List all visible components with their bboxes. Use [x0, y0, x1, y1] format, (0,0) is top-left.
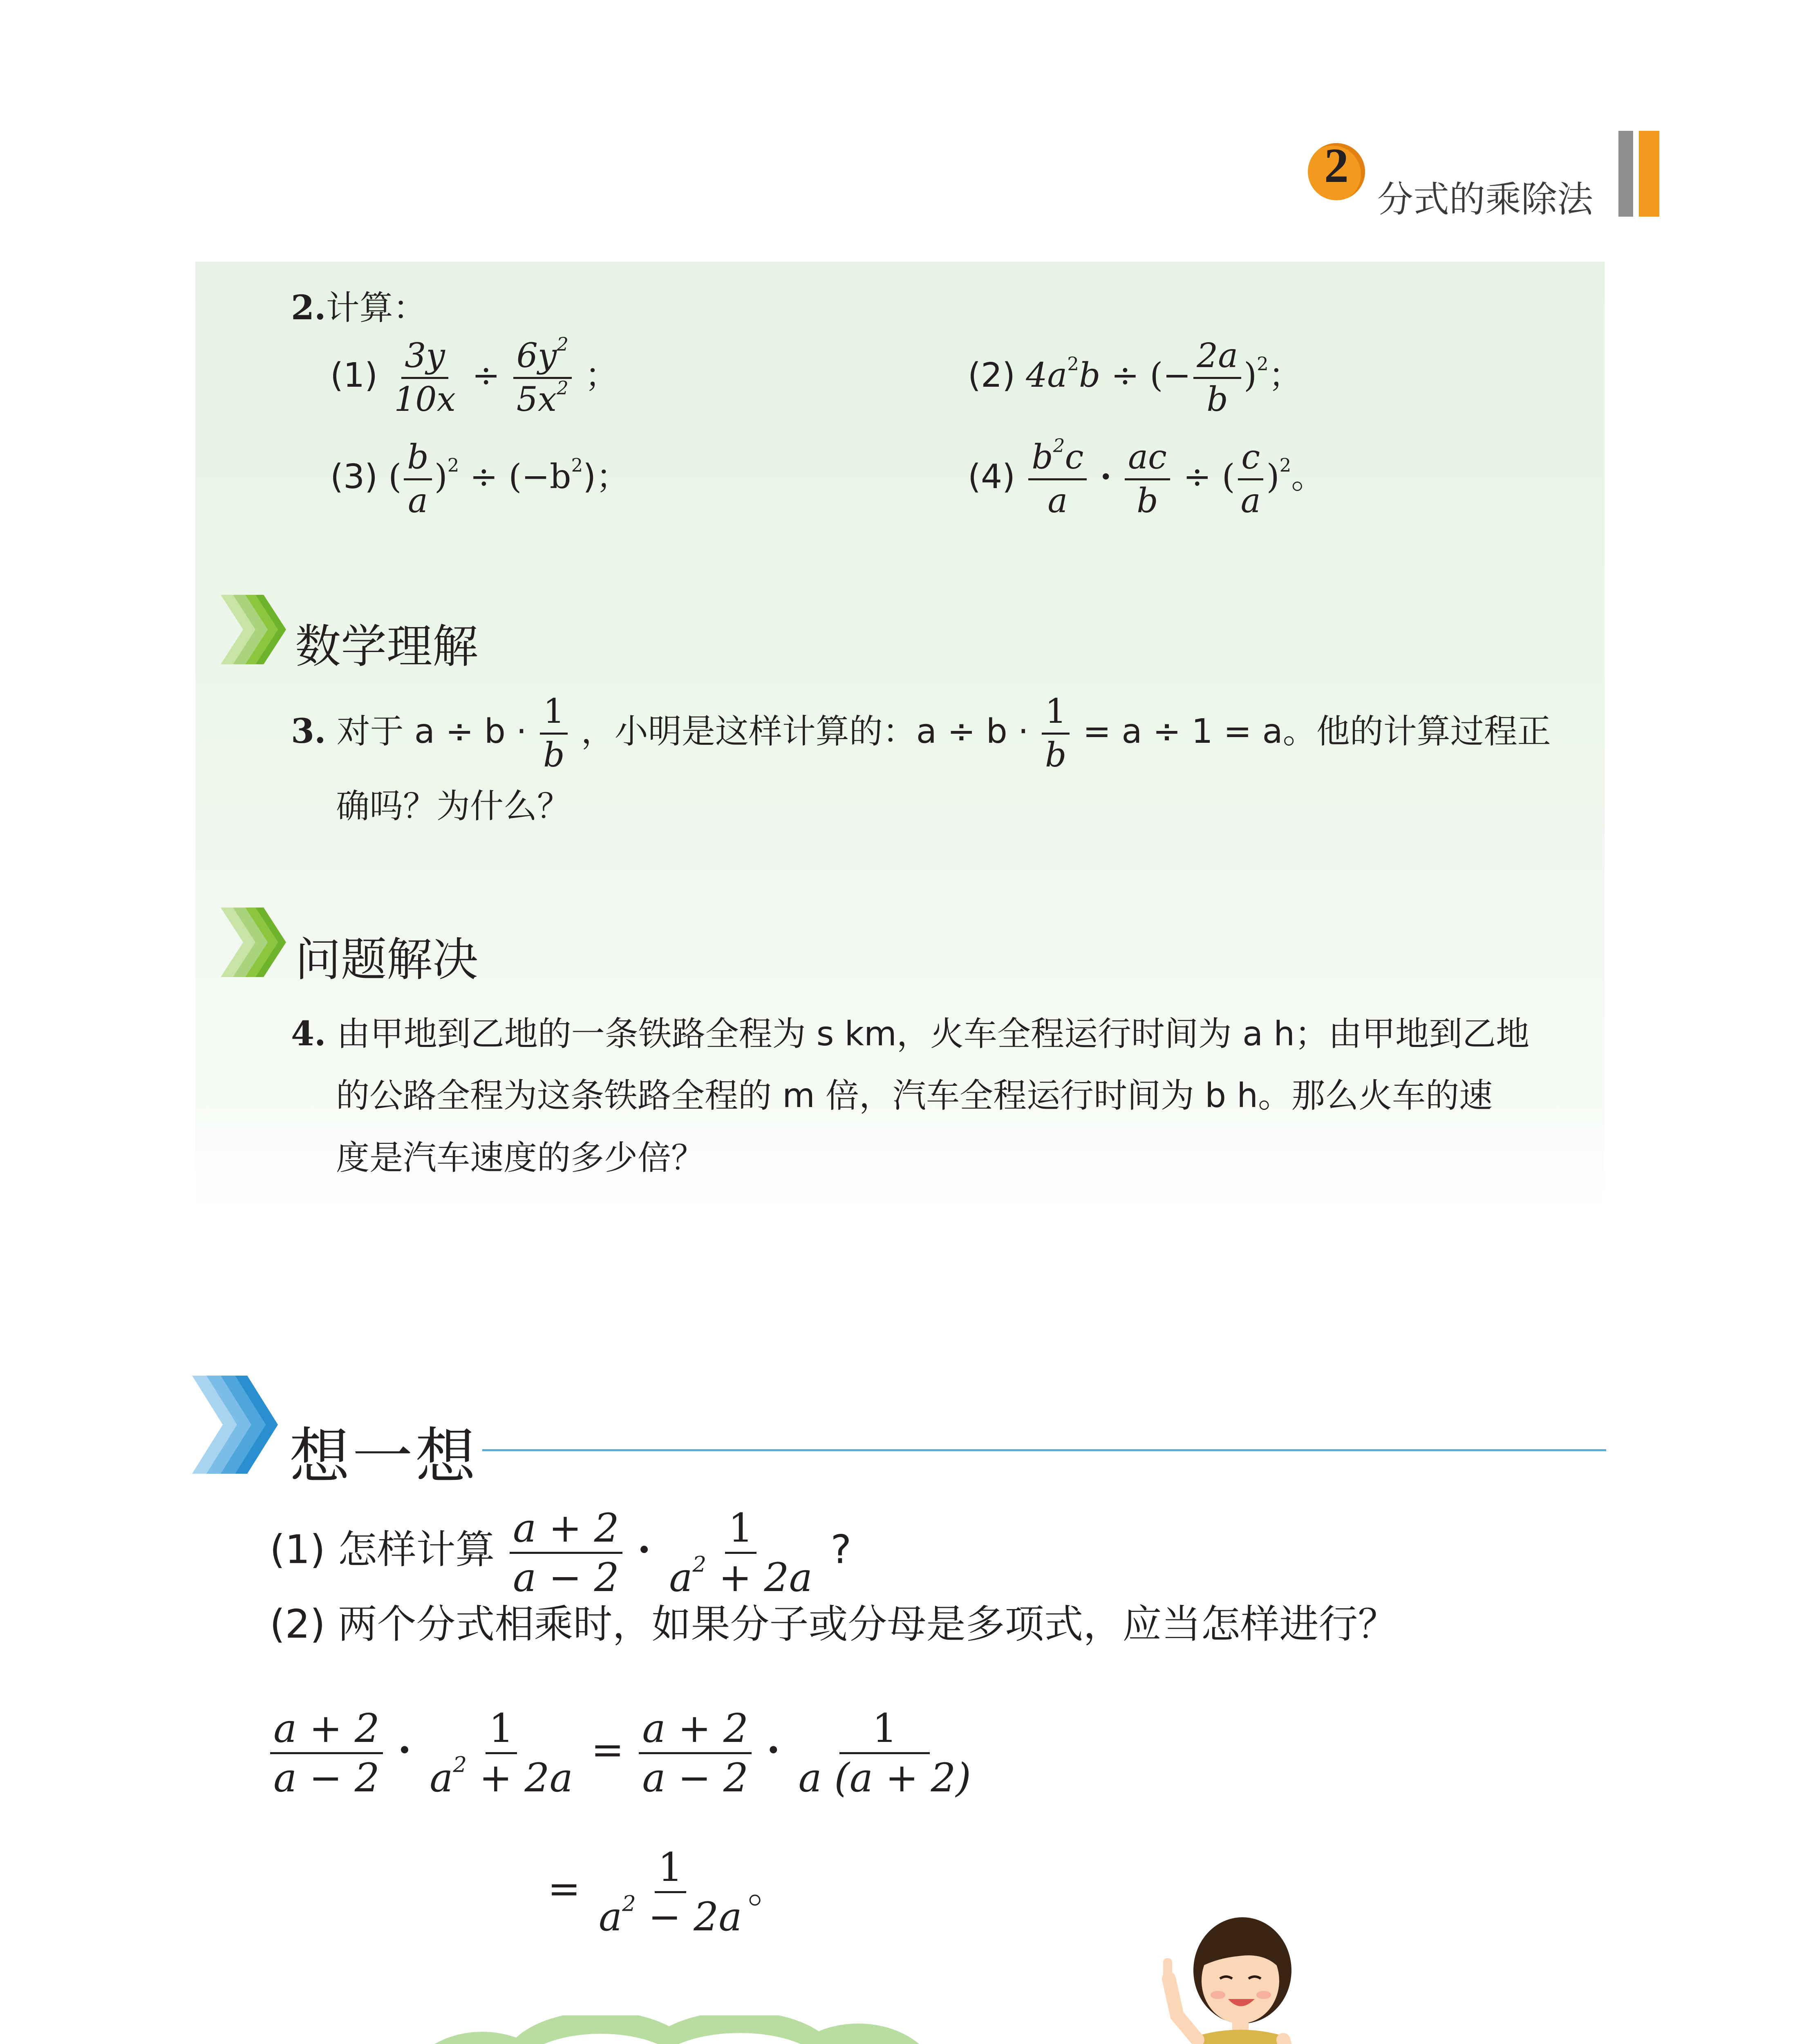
numerator: 1 — [725, 1508, 756, 1554]
term: a — [669, 1555, 693, 1600]
header-bar-orange — [1639, 131, 1659, 217]
fraction — [513, 333, 572, 419]
numerator: 1 — [486, 1709, 517, 1754]
exercise-4-line-3: 度是汽车速度的多少倍？ — [336, 1139, 705, 1177]
denominator: a — [1240, 482, 1261, 520]
denominator — [666, 1552, 816, 1600]
term: + 2a — [706, 1555, 812, 1600]
exercise-number: 3. — [291, 711, 326, 751]
part-number: (1) — [330, 356, 378, 395]
denominator: a (a + 2) — [798, 1755, 971, 1801]
fraction — [404, 438, 432, 520]
thought-cloud-illustration — [388, 2015, 1124, 2044]
fraction — [666, 1505, 816, 1600]
exercise-2-part-2 — [968, 336, 1302, 419]
operator: ÷ — [1111, 356, 1139, 395]
section-title-problem-solving: 问题解决 — [295, 933, 478, 986]
numerator: 1 — [839, 1709, 930, 1754]
part-number: (2) — [968, 356, 1016, 395]
exponent: 2 — [1279, 454, 1291, 476]
exponent: 2 — [557, 377, 568, 399]
term: c — [1065, 438, 1084, 477]
exercise-2-part-4 — [968, 435, 1325, 520]
exponent: 2 — [453, 1752, 467, 1777]
text: 由甲地到乙地的一条铁路全程为 s km，火车全程运行时间为 a h；由甲地到乙地 — [336, 1015, 1530, 1053]
exponent: 2 — [1053, 435, 1065, 457]
part-number: (3) — [330, 457, 378, 496]
paren-close: ) — [1244, 356, 1257, 395]
text: (1) 怎样计算 — [270, 1526, 495, 1573]
exponent: 2 — [447, 454, 459, 476]
think-question-2: (2) 两个分式相乘时，如果分子或分母是多项式，应当怎样进行？ — [270, 1601, 1397, 1647]
section-title-understanding: 数学理解 — [295, 620, 478, 673]
exponent: 2 — [692, 1552, 707, 1577]
exercise-4-line-1 — [291, 1014, 1530, 1053]
paren-close: )； — [583, 457, 630, 496]
exponent: 2 — [1067, 353, 1079, 375]
numerator: c — [1238, 441, 1263, 480]
denominator: b — [1206, 380, 1228, 419]
paren-close: ) — [434, 457, 448, 496]
exercise-number: 4. — [291, 1014, 326, 1053]
punctuation: ； — [1268, 356, 1302, 395]
numerator: 1 — [540, 695, 568, 735]
operator: · — [398, 1726, 412, 1773]
fraction — [1042, 692, 1070, 775]
base: 6y — [516, 336, 557, 375]
operator: ÷ — [472, 356, 500, 395]
denominator: a − 2 — [642, 1755, 749, 1801]
fraction — [1193, 336, 1241, 419]
fraction — [1028, 435, 1087, 520]
fraction — [391, 336, 459, 419]
denominator: b — [1137, 482, 1158, 520]
term: 4a — [1026, 356, 1068, 395]
punctuation: 。 — [1291, 457, 1325, 496]
numerator: b — [404, 441, 432, 480]
section-chevron-icon — [221, 595, 290, 664]
chapter-title: 分式的乘除法 — [1377, 178, 1593, 220]
operator: · — [637, 1526, 651, 1573]
punctuation: ? — [830, 1526, 852, 1573]
exercise-2-part-3 — [330, 438, 630, 520]
text: = a ÷ 1 = a。他的计算过程正 — [1083, 712, 1551, 751]
fraction — [595, 1845, 745, 1940]
text: 对于 a ÷ b · — [336, 712, 527, 751]
denominator: a − 2 — [513, 1555, 619, 1600]
text: ，小明是这样计算的：a ÷ b · — [581, 712, 1029, 751]
exponent: 2 — [557, 333, 568, 355]
fraction — [795, 1706, 974, 1801]
think-title: 想一想 — [289, 1421, 478, 1492]
exercise-2-heading — [291, 288, 427, 327]
term: a — [598, 1894, 622, 1940]
exercise-2-part-1 — [330, 333, 618, 419]
denominator — [595, 1891, 745, 1940]
term: a — [430, 1755, 453, 1801]
numerator: a + 2 — [510, 1508, 622, 1554]
fraction — [540, 692, 568, 775]
operator: ÷ — [1183, 457, 1211, 496]
fraction — [1238, 438, 1264, 520]
paren-close: ) — [1266, 457, 1280, 496]
denominator: b — [543, 736, 565, 775]
base: b — [1032, 438, 1053, 477]
think-chevron-icon — [192, 1376, 286, 1474]
operator: · — [1100, 457, 1112, 496]
fraction — [270, 1706, 383, 1801]
term: − 2a — [636, 1894, 742, 1940]
denominator: 10x — [394, 380, 456, 419]
denominator: b — [1045, 736, 1067, 775]
denominator: a — [408, 482, 428, 520]
equals-sign: = — [548, 1866, 581, 1912]
denominator: a − 2 — [273, 1755, 380, 1801]
term: b — [1079, 356, 1101, 395]
base: 5x — [516, 380, 557, 419]
exercise-3-line-1 — [291, 692, 1551, 775]
section-chevron-icon — [221, 908, 290, 977]
paren-open: ( — [388, 457, 402, 496]
numerator: 3y — [401, 339, 448, 379]
fraction — [510, 1505, 622, 1600]
denominator — [426, 1752, 576, 1801]
numerator — [1028, 435, 1087, 480]
girl-illustration — [1136, 1913, 1332, 2044]
denominator — [513, 379, 572, 417]
think-equation-line-1 — [268, 1706, 977, 1801]
think-question-1 — [270, 1505, 852, 1600]
exercise-number: 2. — [291, 288, 326, 327]
term: + 2a — [467, 1755, 573, 1801]
numerator: 1 — [1042, 695, 1070, 735]
term: (−b — [508, 457, 571, 496]
header-bar-gray — [1618, 131, 1633, 217]
punctuation: 。 — [747, 1866, 787, 1912]
numerator: ac — [1125, 441, 1170, 480]
paren-open: ( — [1222, 457, 1235, 496]
numerator: a + 2 — [270, 1709, 383, 1754]
fraction — [639, 1706, 752, 1801]
punctuation: ； — [584, 356, 618, 395]
paren-open: (− — [1150, 356, 1191, 395]
chapter-number-badge: 2 — [1308, 143, 1365, 200]
exponent: 2 — [571, 454, 583, 476]
fraction — [426, 1706, 576, 1801]
numerator: a + 2 — [639, 1709, 752, 1754]
exponent: 2 — [1257, 353, 1269, 375]
exercise-title: 计算： — [326, 289, 427, 327]
equals-sign: = — [591, 1727, 624, 1773]
think-equation-line-2 — [548, 1845, 787, 1940]
numerator: 1 — [655, 1848, 686, 1893]
part-number: (4) — [968, 457, 1016, 496]
operator: · — [766, 1726, 781, 1773]
exercise-4-line-2: 的公路全程为这条铁路全程的 m 倍，汽车全程运行时间为 b h。那么火车的速 — [336, 1076, 1493, 1115]
denominator: a — [1047, 482, 1068, 520]
operator: ÷ — [470, 457, 498, 496]
exercise-3-line-2: 确吗？为什么？ — [336, 787, 571, 826]
numerator: 2a — [1193, 339, 1241, 379]
exponent: 2 — [622, 1891, 636, 1916]
numerator — [513, 333, 572, 379]
think-divider — [482, 1449, 1606, 1451]
fraction — [1125, 438, 1170, 520]
